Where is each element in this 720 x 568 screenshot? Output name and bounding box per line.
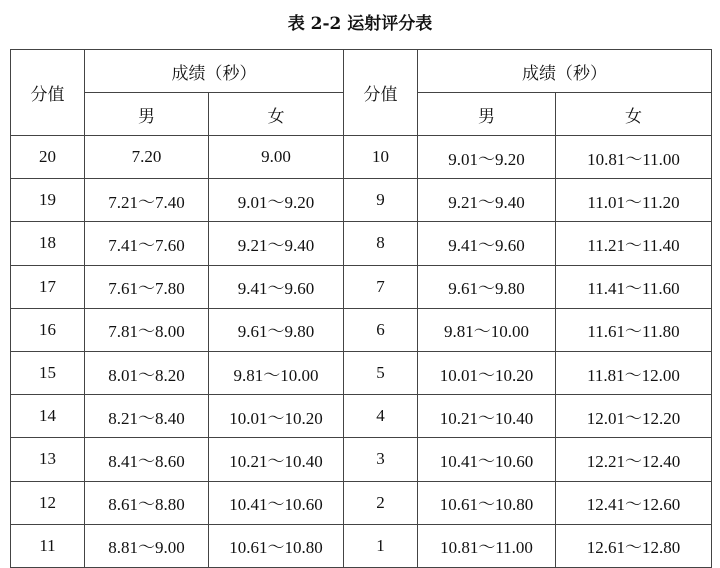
cell-female-left: 9.01～9.20: [209, 179, 344, 222]
cell-score-left: 16: [11, 308, 85, 351]
cell-score-right: 8: [344, 222, 418, 265]
cell-score-left: 17: [11, 265, 85, 308]
cell-female-right: 11.01～11.20: [556, 179, 712, 222]
header-male-right: 男: [418, 93, 556, 136]
cell-female-right: 11.21～11.40: [556, 222, 712, 265]
header-male-left: 男: [85, 93, 209, 136]
cell-score-left: 13: [11, 438, 85, 481]
cell-female-right: 11.41～11.60: [556, 265, 712, 308]
cell-score-left: 20: [11, 136, 85, 179]
cell-male-left: 8.61～8.80: [85, 481, 209, 524]
cell-male-right: 10.41～10.60: [418, 438, 556, 481]
cell-female-right: 11.81～12.00: [556, 351, 712, 394]
table-row: [11, 265, 712, 308]
table-row: [11, 308, 712, 351]
cell-score-right: 7: [344, 265, 418, 308]
cell-female-right: 12.21～12.40: [556, 438, 712, 481]
cell-female-left: 9.61～9.80: [209, 308, 344, 351]
cell-female-right: 10.81～11.00: [556, 136, 712, 179]
table-row: [11, 222, 712, 265]
cell-score-left: 18: [11, 222, 85, 265]
header-score-left: 分值: [11, 50, 85, 136]
cell-male-left: 8.41～8.60: [85, 438, 209, 481]
table-row: [11, 524, 712, 567]
cell-male-right: 9.21～9.40: [418, 179, 556, 222]
header-female-left: 女: [209, 93, 344, 136]
table-row: [11, 179, 712, 222]
cell-female-left: 10.41～10.60: [209, 481, 344, 524]
cell-score-left: 11: [11, 524, 85, 567]
cell-female-left: 9.00: [209, 136, 344, 179]
table-row: [11, 481, 712, 524]
cell-score-left: 19: [11, 179, 85, 222]
cell-score-right: 3: [344, 438, 418, 481]
cell-male-left: 7.21～7.40: [85, 179, 209, 222]
header-row-top: [11, 50, 712, 93]
cell-female-left: 10.21～10.40: [209, 438, 344, 481]
cell-male-right: 9.01～9.20: [418, 136, 556, 179]
cell-female-left: 10.61～10.80: [209, 524, 344, 567]
cell-female-right: 11.61～11.80: [556, 308, 712, 351]
cell-male-right: 10.61～10.80: [418, 481, 556, 524]
header-score-right: 分值: [344, 50, 418, 136]
cell-male-right: 9.81～10.00: [418, 308, 556, 351]
header-result-right: 成绩（秒）: [418, 50, 712, 93]
cell-score-left: 15: [11, 351, 85, 394]
table-row: [11, 136, 712, 179]
cell-female-left: 10.01～10.20: [209, 395, 344, 438]
cell-score-left: 14: [11, 395, 85, 438]
cell-female-left: 9.41～9.60: [209, 265, 344, 308]
cell-male-left: 8.01～8.20: [85, 351, 209, 394]
cell-male-right: 10.01～10.20: [418, 351, 556, 394]
cell-male-left: 8.81～9.00: [85, 524, 209, 567]
cell-score-right: 5: [344, 351, 418, 394]
cell-male-left: 7.81～8.00: [85, 308, 209, 351]
cell-male-right: 10.81～11.00: [418, 524, 556, 567]
cell-male-left: 7.41～7.60: [85, 222, 209, 265]
cell-score-right: 10: [344, 136, 418, 179]
table-row: [11, 351, 712, 394]
table-row: [11, 438, 712, 481]
cell-male-left: 7.20: [85, 136, 209, 179]
cell-female-right: 12.61～12.80: [556, 524, 712, 567]
cell-male-left: 7.61～7.80: [85, 265, 209, 308]
cell-male-right: 9.41～9.60: [418, 222, 556, 265]
cell-score-left: 12: [11, 481, 85, 524]
header-female-right: 女: [556, 93, 712, 136]
cell-score-right: 4: [344, 395, 418, 438]
table-row: [11, 395, 712, 438]
cell-score-right: 2: [344, 481, 418, 524]
cell-female-right: 12.41～12.60: [556, 481, 712, 524]
cell-score-right: 9: [344, 179, 418, 222]
score-table: [10, 49, 712, 568]
cell-female-left: 9.21～9.40: [209, 222, 344, 265]
cell-male-right: 10.21～10.40: [418, 395, 556, 438]
header-result-left: 成绩（秒）: [85, 50, 344, 93]
cell-score-right: 6: [344, 308, 418, 351]
cell-female-left: 9.81～10.00: [209, 351, 344, 394]
cell-female-right: 12.01～12.20: [556, 395, 712, 438]
cell-score-right: 1: [344, 524, 418, 567]
cell-male-right: 9.61～9.80: [418, 265, 556, 308]
cell-male-left: 8.21～8.40: [85, 395, 209, 438]
table-caption: 表 2-2 运射评分表: [287, 14, 433, 34]
